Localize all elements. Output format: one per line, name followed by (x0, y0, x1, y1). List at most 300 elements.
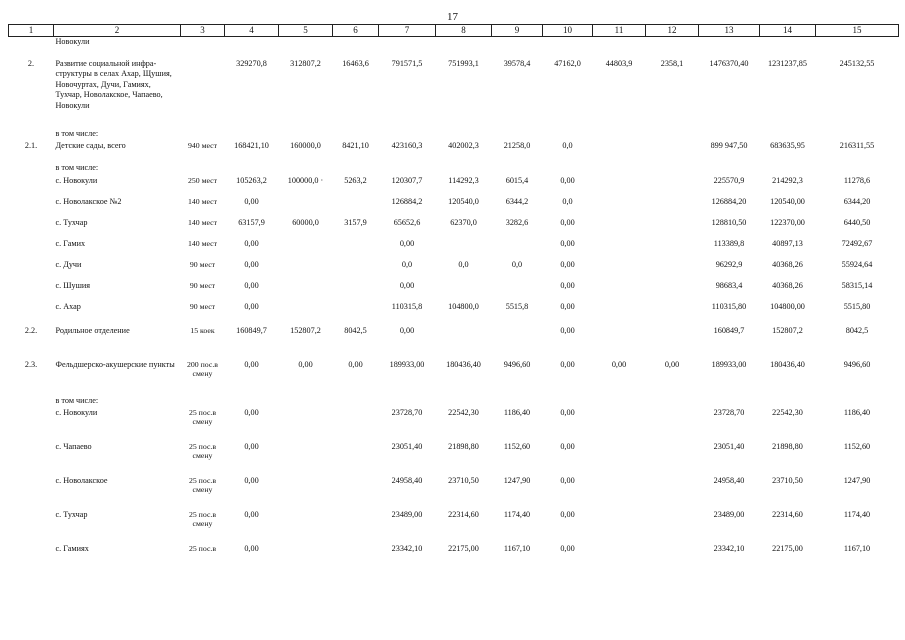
column-header: 5 (279, 25, 333, 37)
value-cell (279, 260, 333, 281)
value-cell: 65652,6 (393, 217, 421, 227)
value-cell (646, 260, 699, 281)
value-cell: 0,00 (560, 280, 575, 290)
row-name: Новокули (55, 37, 90, 46)
value-cell: 791571,5 (391, 58, 423, 68)
page-number: 17 (447, 11, 458, 23)
row-index (9, 281, 54, 302)
value-cell (225, 37, 279, 59)
value-cell (593, 260, 646, 281)
value-cell: 402002,3 (448, 140, 479, 150)
row-index: 2.2. (24, 325, 38, 335)
value-cell: 0,00 (244, 196, 259, 206)
value-cell: 120307,7 (391, 175, 423, 185)
row-capacity: 940 мест (187, 140, 218, 150)
value-cell: 152807,2 (290, 325, 321, 335)
value-cell (646, 544, 699, 568)
value-cell (333, 510, 379, 544)
value-cell: 0,00 (244, 359, 259, 369)
value-cell (593, 37, 646, 59)
value-cell: 180436,40 (446, 359, 481, 369)
row-name: Детские сады, всего (55, 140, 126, 150)
value-cell: 47162,0 (554, 58, 581, 68)
column-header: 7 (379, 25, 436, 37)
table-row (9, 281, 899, 302)
value-cell: 23710,50 (772, 475, 803, 485)
value-cell: 0,00 (244, 441, 259, 451)
value-cell: 189933,00 (711, 359, 747, 369)
value-cell: 1152,60 (843, 441, 871, 451)
value-cell (279, 442, 333, 476)
value-cell: 423160,3 (391, 140, 423, 150)
value-cell (279, 302, 333, 326)
value-cell: 0,00 (560, 175, 575, 185)
value-cell (593, 129, 646, 141)
value-cell (279, 396, 333, 408)
table-row (9, 176, 899, 197)
value-cell: 40368,26 (772, 259, 803, 269)
column-header: 15 (816, 25, 899, 37)
value-cell: 126884,2 (391, 196, 423, 206)
value-cell (646, 396, 699, 408)
value-cell: 214292,3 (772, 175, 803, 185)
value-cell (646, 408, 699, 442)
value-cell (333, 260, 379, 281)
value-cell: 1476370,40 (709, 58, 749, 68)
row-capacity (181, 163, 225, 176)
row-index (9, 544, 54, 568)
value-cell (543, 396, 593, 408)
value-cell: 1174,40 (503, 509, 531, 519)
row-capacity: 140 мест (187, 238, 218, 248)
value-cell: 0,0 (511, 259, 523, 269)
value-cell: 6344,2 (505, 196, 529, 206)
row-capacity: 25 пос.в смену (188, 475, 217, 494)
value-cell: 23051,40 (391, 441, 423, 451)
value-cell: 16463,6 (342, 58, 369, 68)
value-cell: 0,00 (560, 259, 575, 269)
value-cell: 105263,2 (236, 175, 267, 185)
column-header: 6 (333, 25, 379, 37)
value-cell: 23489,00 (713, 509, 745, 519)
value-cell: 751993,1 (448, 58, 479, 68)
table-row (9, 163, 899, 176)
value-cell: 23342,10 (713, 543, 745, 553)
value-cell (333, 37, 379, 59)
value-cell: 0,00 (611, 359, 627, 369)
value-cell: 23342,10 (391, 543, 423, 553)
row-capacity (181, 59, 225, 129)
row-name: с. Чапаево (55, 441, 92, 451)
value-cell: 225570,9 (713, 175, 745, 185)
value-cell (699, 37, 760, 59)
row-index: 2.3. (24, 359, 38, 369)
value-cell (646, 197, 699, 218)
value-cell: 22314,60 (448, 509, 479, 519)
value-cell: 5263,2 (344, 175, 367, 185)
value-cell: 113389,8 (713, 238, 745, 248)
value-cell: 24958,40 (713, 475, 745, 485)
table-row (9, 442, 899, 476)
row-index (9, 218, 54, 239)
value-cell: 168421,10 (234, 140, 269, 150)
value-cell (436, 129, 492, 141)
value-cell: 1247,90 (843, 475, 871, 485)
value-cell (593, 510, 646, 544)
value-cell (225, 129, 279, 141)
row-index (9, 197, 54, 218)
value-cell: 0,00 (244, 475, 259, 485)
table-header (9, 25, 899, 37)
value-cell: 189933,00 (389, 359, 425, 369)
table-row (9, 59, 899, 129)
column-header: 4 (225, 25, 279, 37)
value-cell: 312807,2 (290, 58, 321, 68)
value-cell: 58315,14 (841, 280, 873, 290)
value-cell: 9496,60 (843, 359, 871, 369)
value-cell (492, 37, 543, 59)
value-cell: 72492,67 (841, 238, 873, 248)
row-capacity (181, 37, 225, 59)
value-cell (699, 129, 760, 141)
row-index (9, 408, 54, 442)
value-cell (593, 281, 646, 302)
row-index (9, 442, 54, 476)
value-cell: 11278,6 (843, 175, 871, 185)
column-header: 3 (181, 25, 225, 37)
value-cell (646, 239, 699, 260)
table-row (9, 408, 899, 442)
value-cell (225, 163, 279, 176)
value-cell: 0,00 (560, 475, 575, 485)
value-cell (279, 239, 333, 260)
value-cell: 0,00 (244, 301, 259, 311)
value-cell: 0,0 (458, 259, 469, 269)
row-name: с. Новолакское (55, 475, 108, 485)
value-cell: 1167,10 (843, 543, 871, 553)
value-cell: 6344,20 (843, 196, 871, 206)
value-cell (333, 129, 379, 141)
value-cell: 0,00 (244, 509, 259, 519)
value-cell: 96292,9 (715, 259, 743, 269)
value-cell: 110315,80 (711, 301, 747, 311)
value-cell (436, 239, 492, 260)
table-row (9, 360, 899, 396)
value-cell (279, 163, 333, 176)
value-cell (279, 197, 333, 218)
value-cell (436, 396, 492, 408)
row-index: 2. (27, 58, 35, 68)
value-cell: 5515,8 (505, 301, 529, 311)
value-cell: 0,0 (401, 259, 413, 269)
row-name: Родильное отделение (55, 325, 130, 335)
value-cell: 120540,0 (448, 196, 479, 206)
column-header: 10 (543, 25, 593, 37)
value-cell: 23728,70 (713, 407, 745, 417)
value-cell: 22542,30 (772, 407, 803, 417)
value-cell: 24958,40 (391, 475, 423, 485)
value-cell (816, 163, 899, 176)
value-cell (593, 442, 646, 476)
column-header: 9 (492, 25, 543, 37)
value-cell: 9496,60 (503, 359, 531, 369)
value-cell (593, 163, 646, 176)
value-cell: 0,00 (560, 441, 575, 451)
value-cell: 114292,3 (448, 175, 479, 185)
value-cell: 6440,50 (843, 217, 871, 227)
value-cell: 0,00 (560, 359, 575, 369)
value-cell: 1167,10 (503, 543, 531, 553)
value-cell: 5515,80 (843, 301, 871, 311)
value-cell: 0,00 (560, 301, 575, 311)
value-cell (543, 37, 593, 59)
value-cell: 126884,20 (711, 196, 747, 206)
value-cell (760, 129, 816, 141)
row-name: с. Дучи (55, 259, 82, 269)
table-row (9, 197, 899, 218)
table-row (9, 396, 899, 408)
value-cell: 23489,00 (391, 509, 423, 519)
value-cell: 1152,60 (503, 441, 531, 451)
value-cell: 0,00 (244, 280, 259, 290)
value-cell: 23051,40 (713, 441, 745, 451)
row-name: в том числе: (55, 395, 99, 405)
row-name: в том числе: (55, 162, 99, 172)
value-cell: 55924,64 (841, 259, 873, 269)
value-cell (593, 218, 646, 239)
value-cell: 60000,0 (292, 217, 319, 227)
row-capacity: 90 мест (189, 301, 216, 311)
value-cell: 1186,40 (843, 407, 871, 417)
value-cell: 122370,00 (770, 217, 805, 227)
value-cell: 22542,30 (448, 407, 479, 417)
column-header: 14 (760, 25, 816, 37)
row-index (9, 302, 54, 326)
value-cell (699, 163, 760, 176)
value-cell (760, 37, 816, 59)
row-capacity: 200 пос.в смену (186, 359, 218, 378)
value-cell (646, 141, 699, 163)
row-capacity: 25 пос.в (188, 543, 217, 553)
value-cell (646, 442, 699, 476)
value-cell (646, 37, 699, 59)
value-cell (379, 163, 436, 176)
value-cell (816, 37, 899, 59)
value-cell (593, 197, 646, 218)
value-cell: 120540,00 (770, 196, 805, 206)
value-cell (593, 239, 646, 260)
value-cell (333, 408, 379, 442)
row-capacity: 90 мест (189, 280, 216, 290)
value-cell (646, 129, 699, 141)
value-cell (646, 302, 699, 326)
row-name: с. Тухчар (55, 509, 88, 519)
row-index (9, 163, 54, 176)
value-cell: 22175,00 (448, 543, 479, 553)
value-cell: 40897,13 (772, 238, 803, 248)
value-cell (279, 544, 333, 568)
value-cell (646, 163, 699, 176)
row-capacity: 15 коек (190, 325, 215, 335)
value-cell (593, 176, 646, 197)
value-cell: 40368,26 (772, 280, 803, 290)
value-cell: 160000,0 (290, 140, 321, 150)
row-name: Фельдшерско-акушерские пункты (55, 359, 175, 369)
value-cell: 39578,4 (503, 58, 531, 68)
value-cell: 160849,7 (236, 325, 267, 335)
value-cell (492, 326, 543, 360)
column-header: 2 (54, 25, 181, 37)
row-name: в том числе: (55, 128, 99, 138)
row-name: с. Шушия (55, 280, 91, 290)
row-capacity: 250 мест (187, 175, 218, 185)
table-body (9, 37, 899, 568)
value-cell: 0,00 (244, 238, 259, 248)
value-cell: 0,00 (560, 509, 575, 519)
table-row (9, 37, 899, 59)
value-cell (593, 141, 646, 163)
value-cell (333, 239, 379, 260)
financing-table (8, 24, 899, 568)
row-capacity (181, 396, 225, 408)
value-cell: 0,00 (560, 238, 575, 248)
column-header: 13 (699, 25, 760, 37)
table-row (9, 218, 899, 239)
value-cell: 0,00 (298, 359, 313, 369)
value-cell: 3282,6 (505, 217, 529, 227)
value-cell: 0,0 (562, 196, 573, 206)
value-cell (333, 302, 379, 326)
row-index (9, 37, 54, 59)
row-index (9, 129, 54, 141)
row-name: с. Гамих (55, 238, 86, 248)
value-cell (646, 176, 699, 197)
value-cell (279, 129, 333, 141)
value-cell (816, 396, 899, 408)
value-cell (333, 442, 379, 476)
value-cell: 104800,0 (448, 301, 479, 311)
row-name: с. Новокули (55, 175, 98, 185)
value-cell: 1247,90 (503, 475, 531, 485)
value-cell: 22314,60 (772, 509, 803, 519)
column-header: 12 (646, 25, 699, 37)
value-cell (379, 129, 436, 141)
row-capacity: 25 пос.в смену (188, 509, 217, 528)
value-cell (543, 163, 593, 176)
column-header: 1 (9, 25, 54, 37)
row-capacity: 140 мест (187, 196, 218, 206)
value-cell: 21258,0 (503, 140, 531, 150)
value-cell (333, 544, 379, 568)
value-cell: 0,00 (560, 325, 575, 335)
value-cell: 22175,00 (772, 543, 803, 553)
value-cell: 6015,4 (505, 175, 529, 185)
value-cell: 2358,1 (660, 58, 684, 68)
row-capacity: 25 пос.в смену (188, 441, 217, 460)
row-index (9, 510, 54, 544)
row-index (9, 476, 54, 510)
value-cell: 44803,9 (605, 58, 633, 68)
value-cell (333, 476, 379, 510)
value-cell: 0,00 (348, 359, 363, 369)
value-cell (492, 129, 543, 141)
value-cell (333, 281, 379, 302)
value-cell (593, 544, 646, 568)
value-cell: 180436,40 (770, 359, 805, 369)
value-cell: 23728,70 (391, 407, 423, 417)
value-cell: 216311,55 (839, 140, 875, 150)
value-cell (593, 302, 646, 326)
value-cell (492, 281, 543, 302)
value-cell (593, 326, 646, 360)
value-cell (436, 37, 492, 59)
row-index (9, 396, 54, 408)
value-cell (646, 218, 699, 239)
value-cell (760, 163, 816, 176)
table-row (9, 302, 899, 326)
value-cell: 683635,95 (770, 140, 805, 150)
value-cell (760, 396, 816, 408)
value-cell (646, 510, 699, 544)
value-cell: 0,00 (560, 543, 575, 553)
value-cell (492, 239, 543, 260)
value-cell (646, 476, 699, 510)
value-cell (279, 281, 333, 302)
value-cell (225, 396, 279, 408)
value-cell (333, 396, 379, 408)
value-cell: 1186,40 (503, 407, 531, 417)
value-cell (816, 129, 899, 141)
value-cell: 152807,2 (772, 325, 803, 335)
value-cell: 0,0 (562, 140, 573, 150)
value-cell: 329270,8 (236, 58, 267, 68)
value-cell (279, 408, 333, 442)
value-cell: 160849,7 (713, 325, 745, 335)
value-cell (646, 326, 699, 360)
value-cell: 128810,50 (711, 217, 747, 227)
row-index (9, 239, 54, 260)
value-cell: 21898,80 (448, 441, 479, 451)
value-cell (279, 37, 333, 59)
row-name: с. Новокули (55, 407, 98, 417)
table-row (9, 326, 899, 360)
value-cell: 0,00 (399, 325, 415, 335)
row-name: с. Гамиях (55, 543, 89, 553)
value-cell (333, 197, 379, 218)
value-cell: 0,00 (399, 280, 415, 290)
value-cell: 1174,40 (843, 509, 871, 519)
row-index (9, 176, 54, 197)
value-cell: 0,00 (399, 238, 415, 248)
value-cell (279, 476, 333, 510)
table-row (9, 239, 899, 260)
value-cell (436, 281, 492, 302)
row-capacity: 140 мест (187, 217, 218, 227)
row-name: Развитие социальной инфра-структуры в селах Ахар, Щушия, Новочуртах, Дучи, Гамиях, Тухчар, Новолакское, Чапаево, Новокули (55, 58, 172, 110)
value-cell: 0,00 (560, 407, 575, 417)
row-capacity: 25 пос.в смену (188, 407, 217, 426)
value-cell (593, 396, 646, 408)
value-cell: 0,00 (244, 543, 259, 553)
value-cell (492, 396, 543, 408)
value-cell (593, 408, 646, 442)
value-cell: 62370,0 (450, 217, 477, 227)
value-cell: 110315,8 (391, 301, 423, 311)
value-cell (436, 163, 492, 176)
row-capacity: 90 мест (189, 259, 216, 269)
row-name: с. Ахар (55, 301, 81, 311)
row-name: с. Новолакское №2 (55, 196, 122, 206)
